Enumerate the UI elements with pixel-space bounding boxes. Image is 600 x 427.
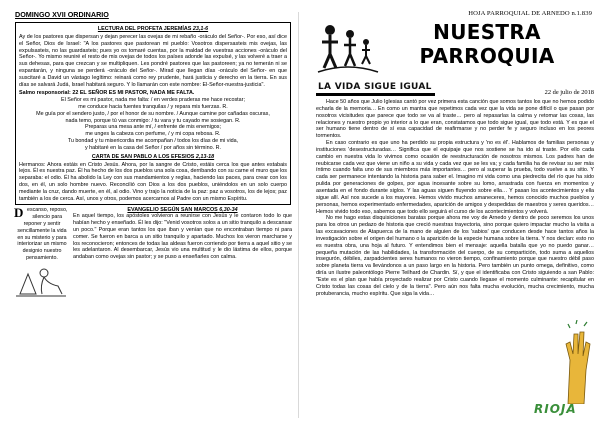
reading1-text: Ay de los pastores que dispersan y dejan perecer las ovejas de mi rebaño -oráculo del Señor-. Por eso, así dice el Señor, Dios de Israel: "A los pastores que pastorean mi pueblo: Vosotros dispersasteis mis ovejas, las expulsasteis, no las guardasteis; pues yo os tomaré cuentas, por la maldad de vuestras acciones -oráculo del Señor-. Yo mismo reuniré el resto de mis ovejas de todos los países adonde las expulsé, y las volveré a traer a sus dehesas, para que crezcan y se multipliquen. Les pondré pastores que las pastoreen; ya no temerán ni se espantarán, y ninguna se perderá -oráculo del Señor-. Mirad que llegan días -oráculo del Señor- en que suscitaré a David un vástago legítimo: reinará como rey prudente, hará justicia y derecho en la tierra. En sus días se salvará Judá, Israel habitará seguro. Y lo llamarán con este nombre: El-Señor-nuestra-justicia".	[19, 34, 287, 88]
psalm-line: El Señor es mi pastor, nada me falta: / en verdes praderas me hace recostar;	[61, 97, 245, 104]
article-paragraph: Hace 50 años que Julio Iglesias cantó por vez primera esta canción que somos tantos los que no hemos podido echarla de la memoria… En como un mantra que repetimos cada vez que la vida se pone difícil o que pasan por nosotros vicisitudes que parece que todo se va al traste… pero al repasarlas la calma y retomar las cosas, las relaciones y nuestro propio yo interior a lo que eran, constatamos que todo sigue igual, que todo está. Y es que el ser humano tiene dentro de sí esa capacidad de reafirmarse y no perder fe y seguro incluso en los peores tormentos.	[316, 99, 594, 140]
psalm-response: Salmo responsorial: 22 EL SEÑOR ES MI PASTOR, NADA ME FALTA.	[19, 90, 195, 97]
drop-cap: D	[14, 205, 24, 221]
readings-box	[15, 22, 291, 205]
issue-date: 22 de julio de 2018	[544, 89, 594, 96]
reading1-ref: 23,1-6	[192, 26, 209, 32]
reading2-heading	[19, 154, 287, 160]
section-title: LA VIDA SIGUE IGUAL	[316, 82, 435, 96]
psalm-line: Preparas una mesa ante mí, / enfrente de mis enemigos;	[84, 124, 222, 131]
gospel-ref: 6,30-34	[219, 207, 238, 214]
gospel-column	[73, 207, 292, 297]
reading2-text: Hermanos: Ahora estáis en Cristo Jesús. Ahora, por la sangre de Cristo, estáis cerca los que antes estabais lejos. Él es nuestra paz. Él ha hecho de los dos pueblos una sola cosa, derribando con su carne el muro que los separaba: el odio. Él ha abolido la Ley con sus mandamientos y reglas, haciendo las paces, para crear con los dos, en él, un solo hombre nuevo. Reconcilió con Dios a los dos pueblos, uniéndolos en un solo cuerpo mediante la cruz, dando muerte, en él, al odio. Vino y trajo la noticia de la paz: paz a vosotros, los de lejos; paz también a los de cerca. Así, unos y otros, podemos acercarnos al Padre con un mismo Espíritu.	[19, 161, 287, 202]
psalm-line: Tu bondad y tu misericordia me acompañan / todos los días de mi vida,	[67, 137, 239, 144]
reflection-sidebar	[14, 207, 70, 297]
masthead-title	[380, 20, 594, 68]
reading1-heading	[19, 26, 287, 32]
gospel-title: EVANGELIO SEGÚN SAN MARCOS	[127, 207, 218, 214]
psalm-line: nada temo, porque tú vas conmigo: / tu vara y tu cayado me sosiegan. R.	[65, 117, 241, 124]
psalm-verses	[19, 97, 287, 151]
sidebar-text: escanso, reposo, silencio para reponer y sentir sencillamente la vida en su misterio y para interiorizar un mismo designio nuestro pensamiento.	[17, 207, 68, 261]
gospel-row	[14, 207, 292, 297]
title-line-2: PARROQUIA	[419, 44, 555, 68]
psalm-line: me conduce hacia fuentes tranquilas / y repara mis fuerzas. R.	[78, 103, 228, 110]
title-line-1: NUESTRA	[433, 20, 541, 44]
article-body	[316, 99, 594, 297]
bulletin-header: HOJA PARROQUIAL DE ARNEDO n.1.839	[468, 10, 592, 17]
reading1-title: LECTURA DEL PROFETA JEREMÍAS	[97, 26, 192, 32]
psalm-line: Me guía por el sendero justo, / por el honor de su nombre. / Aunque camine por cañadas oscuras,	[36, 110, 270, 117]
family-logo-icon	[316, 20, 380, 76]
right-page	[316, 10, 594, 420]
section-row	[316, 82, 594, 96]
resting-figure-icon	[14, 264, 68, 298]
watermark: RIOJA	[534, 402, 577, 416]
reading2-title: CARTA DE SAN PABLO A LOS EFESIOS	[91, 153, 195, 160]
article-paragraph: No me hago estas disquisiciones baratas porque ahora me voy de Arnedo y dentro de poco seremos los unos para los otros un pedazo de historia que creció nuestras trayectoria, sino porque quiero impactar mucho la visita a las excavaciones de Atapuerca de la mano de alguien de los 'sabios' que conducen desde hace tantos años la investigación sobre el origen del humano o la aparición de la especie humana sobre la tierra. Y nos decían: esto no es nuestra obra, una hoja al futuro. Y entendimos bien el mensaje: aquella batalla que yo no puedo ganar… pequeña mutación de las habilidades, la transformación del cuerpo, de su compartición, todo suma a aquellos insegurón, débiles, zarpadcientes seres humanos no vieron tiempo, confinamiento porque que nuestro débil paso sobre planeta tierra va llevándonos a un paso largo en la historia. Pero también un punto omega, definitivo, como diría un ilustre paleontólogo Pierre Teilhard de Chardin. Sí, y que el identificaba con Cristo siguiendo a san Pablo: "Este es el plan que había proyectado realizar por Cristo cuando llegase el momento culminante: recapitular en Cristo todas las cosas del cielo y de la tierra". Pero aún nos falta mucha evolución, mucha crecimiento, mucha protuberancia, mucho espíritu. Que siga la vida…	[316, 215, 594, 297]
page-fold	[298, 12, 299, 418]
reading2-ref: 2,13-18	[195, 153, 215, 160]
psalm-line: y habitaré en la casa del Señor / por años sin término. R.	[84, 144, 222, 151]
psalm-line: me unges la cabeza con perfume, / y mi copa rebosa. R.	[85, 131, 221, 138]
left-page	[14, 10, 292, 420]
article-paragraph: En caso contrario es que uno ha perdido su propia estructura y 'no es él'. Hablamos de familias personas y instituciones 'desestructuradas… Significa que el equipaje que nos sostiene se ha ido al traste. Por ello cada cambio en nuestra vida lo vivimos como ocasión de reestructuración de nosotros mismos. Los padres han de reubicarse cada vez que viene un niño a su vida y cada vez que se les va; y cada familia ha de revisar su ser más íntimo cuando falta uno de sus miembros más importantes… pero al superar la prueba, todo vuelve a su sitio. Y cada ser permanece intentando la historia para saber el. Imagino mi vida como una piedrecita del río que ha sido pulida por generaciones de golpes, por agua incesante sobre su lomo, arrastrada con fuerza en momentos y asentada en el fondo durante siglos. Y las aguas siguen fluyendo sobre ella… Y pasan los acontecimientos y ella sigue allí. Así nos sucede a los mayores. Hemos vivido muchos amaneceres, hemos conocido muchos pueblos y personas, hemos experimentado enfermedades, aparición de amigos y despedidas de maestros y seres queridos… Hemos vivido todo eso, sabemos que todo ello seguirá el curso de los acontecimientos y volverá.	[316, 140, 594, 215]
masthead	[316, 20, 594, 76]
sunday-title: DOMINGO XVII ORDINARIO	[15, 10, 109, 19]
gospel-text: En aquel tiempo, los apóstoles volvieron a reunirse con Jesús y le contaron todo lo que habían hecho y enseñado. Él les dijo: "Venid vosotros solos a un sitio tranquilo a descansar un poco." Porque eran tantos los que iban y venían que no encontraban tiempo ni para comer. Se fueron en barca a un sitio tranquilo y apartado. Muchos los vieron marcharse y los reconocieron; entonces de todas las aldeas fueron corriendo por tierra a aquel sitio y se les adelantaron. Al desembarcar, Jesús vio una multitud y le dio lástima de ellos, porque andaban como ovejas sin pastor; y se puso a enseñarles con calma.	[73, 213, 292, 261]
raised-hands-icon	[562, 320, 592, 404]
